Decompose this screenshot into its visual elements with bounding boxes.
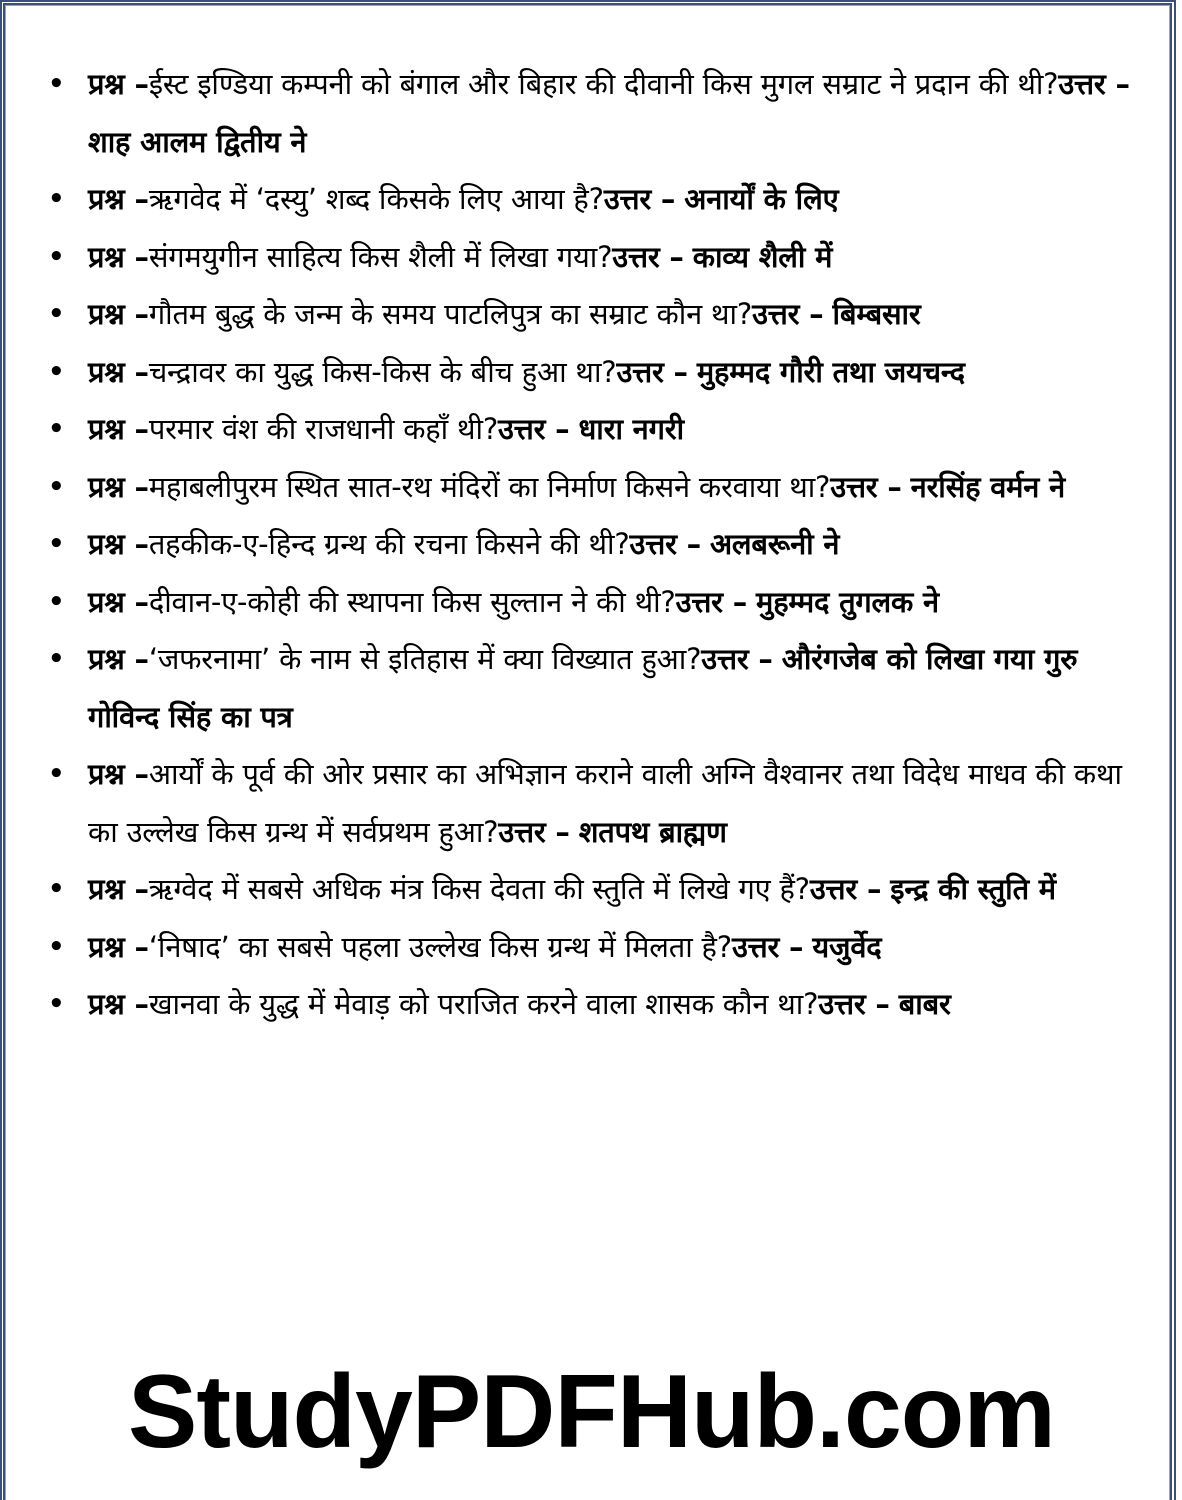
list-item	[44, 919, 1134, 977]
answer-text: बाबर	[898, 987, 951, 1021]
answer-label: उत्तर –	[701, 642, 773, 676]
question-answer-list	[44, 56, 1134, 1034]
watermark: StudyPDFHub.com	[128, 1354, 1055, 1470]
question-text: महाबलीपुरम स्थित सात-रथ मंदिरों का निर्माण किसने करवाया था?	[148, 469, 831, 504]
question-label: प्रश्न –	[88, 354, 149, 389]
answer-text: मुहम्मद तुगलक ने	[756, 584, 939, 619]
answer-label: उत्तर –	[752, 297, 824, 331]
answer-label: उत्तर –	[612, 239, 684, 274]
list-item	[44, 746, 1134, 861]
question-label: प्रश्न –	[88, 642, 149, 676]
answer-label: उत्तर –	[629, 527, 701, 561]
answer-label: उत्तर –	[1058, 67, 1130, 101]
bullet-icon: •	[48, 529, 65, 559]
bullet-icon: •	[48, 241, 65, 272]
question-text: ‘निषाद’ का सबसे पहला उल्लेख किस ग्रन्थ में मिलता है?	[148, 929, 732, 964]
question-label: प्रश्न –	[88, 67, 149, 101]
question-text: खानवा के युद्ध में मेवाड़ को पराजित करने वाला शासक कौन था?	[148, 987, 819, 1021]
answer-text: शतपथ ब्राह्मण	[578, 814, 727, 849]
bullet-icon: •	[48, 69, 65, 99]
bullet-icon: •	[48, 356, 65, 387]
question-label: प्रश्न –	[88, 182, 149, 216]
bullet-icon: •	[48, 874, 65, 904]
answer-label: उत्तर –	[616, 354, 688, 389]
list-item	[44, 631, 1134, 746]
list-item	[44, 574, 1134, 632]
question-label: प्रश्न –	[88, 412, 149, 446]
bullet-icon: •	[48, 759, 65, 789]
answer-text: इन्द्र की स्तुति में	[890, 872, 1056, 906]
answer-label: उत्तर –	[830, 469, 902, 504]
question-label: प्रश्न –	[88, 929, 149, 964]
question-label: प्रश्न –	[88, 527, 149, 561]
list-item	[44, 976, 1134, 1034]
question-label: प्रश्न –	[88, 987, 149, 1021]
answer-label: उत्तर –	[498, 814, 570, 849]
question-text: आर्यों के पूर्व की ओर प्रसार का अभिज्ञान कराने वाली अग्नि वैश्वानर तथा विदेध माधव की कथा का उल्लेख किस ग्रन्थ में सर्वप्रथम हुआ?	[88, 757, 1122, 849]
answer-label: उत्तर –	[809, 872, 882, 906]
list-item	[44, 401, 1134, 459]
list-item	[44, 516, 1134, 574]
question-label: प्रश्न –	[88, 584, 149, 619]
question-text: चन्द्रावर का युद्ध किस-किस के बीच हुआ था?	[148, 354, 617, 389]
answer-label: उत्तर –	[675, 584, 748, 619]
answer-text: धारा नगरी	[578, 412, 684, 446]
list-item	[44, 229, 1134, 287]
question-label: प्रश्न –	[88, 239, 149, 274]
bullet-icon: •	[48, 931, 65, 962]
question-text: तहकीक-ए-हिन्द ग्रन्थ की रचना किसने की थी?	[148, 527, 630, 561]
answer-label: उत्तर –	[818, 987, 890, 1021]
question-text: संगमयुगीन साहित्य किस शैली में लिखा गया?	[148, 239, 613, 274]
answer-text: बिम्बसार	[832, 297, 921, 331]
question-label: प्रश्न –	[88, 872, 149, 906]
bullet-icon: •	[48, 299, 65, 329]
question-label: प्रश्न –	[88, 297, 149, 331]
list-item	[44, 286, 1134, 344]
bullet-icon: •	[48, 586, 65, 617]
list-item	[44, 171, 1134, 229]
answer-text: यजुर्वेद	[812, 929, 882, 964]
question-text: दीवान-ए-कोही की स्थापना किस सुल्तान ने की थी?	[148, 584, 676, 619]
bullet-icon: •	[48, 989, 65, 1019]
answer-text: औरंगजेब को लिखा गया गुरु गोविन्द सिंह का पत्र	[88, 642, 1078, 734]
answer-label: उत्तर –	[731, 929, 804, 964]
answer-text: शाह आलम द्वितीय ने	[88, 124, 307, 159]
question-text: ऋगवेद में ‘दस्यु’ शब्द किसके लिए आया है?	[148, 182, 604, 216]
answer-text: मुहम्मद गौरी तथा जयचन्द	[696, 354, 965, 389]
list-item	[44, 56, 1134, 171]
list-item	[44, 459, 1134, 517]
answer-label: उत्तर –	[603, 182, 676, 216]
question-label: प्रश्न –	[88, 469, 149, 504]
question-text: ईस्ट इण्डिया कम्पनी को बंगाल और बिहार की दीवानी किस मुगल सम्राट ने प्रदान की थी?	[148, 67, 1059, 101]
question-text: परमार वंश की राजधानी कहाँ थी?	[148, 412, 499, 446]
bullet-icon: •	[48, 644, 65, 674]
answer-text: नरसिंह वर्मन ने	[910, 469, 1065, 504]
question-text: ऋग्वेद में सबसे अधिक मंत्र किस देवता की स्तुति में लिखे गए हैं?	[148, 872, 810, 906]
list-item	[44, 344, 1134, 402]
bullet-icon: •	[48, 414, 65, 444]
question-text: ‘जफरनामा’ के नाम से इतिहास में क्या विख्यात हुआ?	[148, 642, 702, 676]
bullet-icon: •	[48, 184, 65, 214]
list-item	[44, 861, 1134, 919]
question-text: गौतम बुद्ध के जन्म के समय पाटलिपुत्र का सम्राट कौन था?	[148, 297, 753, 331]
question-label: प्रश्न –	[88, 757, 149, 791]
answer-text: काव्य शैली में	[692, 239, 833, 274]
answer-label: उत्तर –	[498, 412, 570, 446]
answer-text: अनार्यों के लिए	[684, 182, 839, 216]
bullet-icon: •	[48, 471, 65, 502]
answer-text: अलबरूनी ने	[709, 527, 840, 561]
